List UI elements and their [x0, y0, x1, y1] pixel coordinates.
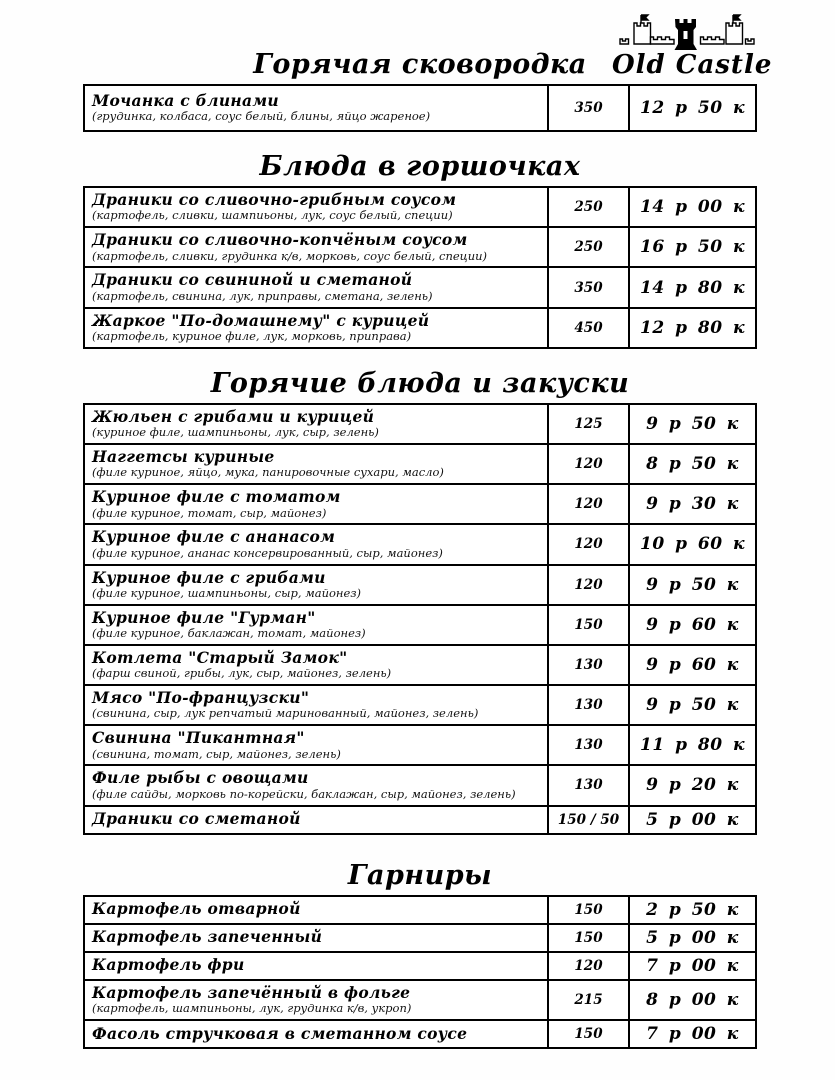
dish-weight: 450: [547, 309, 628, 347]
dish-ingredients: (грудинка, колбаса, соус белый, блины, яйцо жареное): [92, 109, 431, 124]
dish-price: 16 р 50 к: [628, 228, 755, 266]
dish-name: Куриное филе с томатом: [92, 487, 341, 507]
dish-weight: 120: [547, 953, 628, 979]
dish-ingredients: (свинина, томат, сыр, майонез, зелень): [92, 746, 341, 761]
dish-name: Драники со сметаной: [92, 809, 301, 829]
dish-ingredients: (фарш свиной, грибы, лук, сыр, майонез, зелень): [92, 666, 392, 681]
dish-cell: [85, 606, 547, 644]
menu-section: [83, 860, 757, 1049]
menu-table: [83, 84, 757, 132]
section-title: Горячая сковородка: [253, 49, 587, 80]
dish-weight: 130: [547, 766, 628, 804]
menu-section: [83, 368, 757, 835]
dish-weight: 350: [547, 86, 628, 130]
dish-price: 9 р 50 к: [628, 405, 755, 443]
dish-ingredients: (филе сайды, морковь по-корейски, баклажан, сыр, майонез, зелень): [92, 786, 516, 801]
dish-weight: 150: [547, 897, 628, 923]
menu-item-row: [85, 1019, 755, 1047]
menu-item-row: [85, 923, 755, 951]
dish-ingredients: (картофель, сливки, шампиьоны, лук, соус белый, специи): [92, 208, 453, 223]
dish-weight: 250: [547, 228, 628, 266]
dish-cell: [85, 807, 547, 833]
menu-section: [83, 151, 757, 349]
dish-weight: 150: [547, 606, 628, 644]
dish-ingredients: (картофель, сливки, грудинка к/в, морковь, соус белый, специи): [92, 248, 488, 263]
dish-cell: [85, 766, 547, 804]
dish-price: 12 р 50 к: [628, 86, 755, 130]
menu-item-row: [85, 523, 755, 563]
menu-item-row: [85, 483, 755, 523]
menu-item-row: [85, 405, 755, 443]
dish-cell: [85, 485, 547, 523]
dish-ingredients: (свинина, сыр, лук репчатый маринованный, майонез, зелень): [92, 706, 479, 721]
dish-price: 10 р 60 к: [628, 525, 755, 563]
menu-item-row: [85, 764, 755, 804]
dish-ingredients: (картофель, шампиньоны, лук, грудинка к/в, укроп): [92, 1000, 412, 1015]
dish-price: 12 р 80 к: [628, 309, 755, 347]
dish-weight: 250: [547, 188, 628, 226]
dish-name: Картофель отварной: [92, 899, 301, 919]
dish-cell: [85, 268, 547, 306]
dish-name: Картофель запеченный: [92, 927, 323, 947]
dish-ingredients: (картофель, куриное филе, лук, морковь, приправа): [92, 328, 412, 343]
logo-title: Old Castle: [612, 50, 773, 80]
dish-weight: 120: [547, 485, 628, 523]
dish-weight: 125: [547, 405, 628, 443]
section-title: Блюда в горшочках: [259, 151, 581, 183]
menu-item-row: [85, 226, 755, 266]
menu-table: [83, 895, 757, 1049]
menu-item-row: [85, 188, 755, 226]
dish-cell: [85, 86, 547, 130]
dish-name: Картофель фри: [92, 955, 245, 975]
dish-cell: [85, 405, 547, 443]
dish-name: Жаркое "По-домашнему" с курицей: [92, 310, 430, 330]
menu-item-row: [85, 979, 755, 1019]
dish-weight: 130: [547, 646, 628, 684]
menu-item-row: [85, 443, 755, 483]
dish-cell: [85, 228, 547, 266]
dish-cell: [85, 897, 547, 923]
dish-name: Драники со сливочно-копчёным соусом: [92, 230, 468, 250]
dish-price: 8 р 00 к: [628, 981, 755, 1019]
dish-name: Фасоль стручковая в сметанном соусе: [92, 1023, 468, 1043]
dish-price: 11 р 80 к: [628, 726, 755, 764]
dish-cell: [85, 525, 547, 563]
dish-name: Наггетсы куриные: [92, 447, 275, 466]
dish-ingredients: (картофель, свинина, лук, приправы, сметана, зелень): [92, 288, 433, 303]
dish-weight: 150: [547, 925, 628, 951]
dish-name: Котлета "Старый Замок": [92, 647, 348, 667]
dish-ingredients: (филе куриное, яйцо, мука, панировочные сухари, масло): [92, 465, 444, 480]
dish-ingredients: (филе куриное, шампиньоны, сыр, майонез): [92, 585, 362, 600]
dish-cell: [85, 309, 547, 347]
menu-item-row: [85, 684, 755, 724]
dish-ingredients: (филе куриное, баклажан, томат, майонез): [92, 626, 366, 641]
menu-item-row: [85, 897, 755, 923]
dish-price: 9 р 30 к: [628, 485, 755, 523]
dish-price: 14 р 80 к: [628, 268, 755, 306]
dish-price: 9 р 50 к: [628, 566, 755, 604]
dish-weight: 130: [547, 686, 628, 724]
dish-cell: [85, 646, 547, 684]
dish-name: Филе рыбы с овощами: [92, 768, 309, 788]
section-title: Гарниры: [347, 859, 493, 891]
dish-name: Драники со свининой и сметаной: [92, 270, 413, 290]
dish-price: 7 р 00 к: [628, 953, 755, 979]
dish-price: 8 р 50 к: [628, 445, 755, 483]
dish-weight: 120: [547, 445, 628, 483]
menu-item-row: [85, 644, 755, 684]
dish-price: 9 р 60 к: [628, 646, 755, 684]
dish-name: Картофель запечённый в фольге: [92, 982, 411, 1002]
menu-item-row: [85, 604, 755, 644]
menu-item-row: [85, 564, 755, 604]
menu-item-row: [85, 266, 755, 306]
menu-item-row: [85, 951, 755, 979]
dish-name: Куриное филе с грибами: [92, 567, 326, 587]
dish-name: Мочанка с блинами: [92, 90, 279, 110]
dish-price: 9 р 60 к: [628, 606, 755, 644]
dish-price: 14 р 00 к: [628, 188, 755, 226]
dish-price: 9 р 50 к: [628, 686, 755, 724]
menu-sections: [83, 0, 757, 1049]
dish-cell: [85, 953, 547, 979]
dish-weight: 120: [547, 525, 628, 563]
menu-section: [83, 49, 757, 132]
dish-price: 7 р 00 к: [628, 1021, 755, 1047]
dish-price: 2 р 50 к: [628, 897, 755, 923]
dish-weight: 150 / 50: [547, 807, 628, 833]
dish-ingredients: (филе куриное, ананас консервированный, сыр, майонез): [92, 545, 443, 560]
dish-cell: [85, 686, 547, 724]
dish-name: Куриное филе с ананасом: [92, 527, 336, 547]
menu-item-row: [85, 86, 755, 130]
menu-table: [83, 403, 757, 835]
dish-cell: [85, 566, 547, 604]
dish-weight: 215: [547, 981, 628, 1019]
dish-weight: 120: [547, 566, 628, 604]
dish-cell: [85, 726, 547, 764]
dish-name: Мясо "По-французски": [92, 688, 310, 708]
menu-item-row: [85, 307, 755, 347]
dish-cell: [85, 188, 547, 226]
dish-cell: [85, 925, 547, 951]
dish-name: Свинина "Пикантная": [92, 728, 305, 748]
menu-item-row: [85, 724, 755, 764]
dish-weight: 350: [547, 268, 628, 306]
menu-item-row: [85, 805, 755, 833]
section-title: Горячие блюда и закуски: [210, 367, 630, 399]
dish-name: Жюльен с грибами и курицей: [92, 406, 375, 426]
dish-name: Драники со сливочно-грибным соусом: [92, 190, 457, 210]
dish-cell: [85, 445, 547, 483]
dish-cell: [85, 1021, 547, 1047]
dish-name: Куриное филе "Гурман": [92, 607, 316, 627]
menu-table: [83, 186, 757, 349]
dish-price: 5 р 00 к: [628, 925, 755, 951]
dish-cell: [85, 981, 547, 1019]
dish-price: 9 р 20 к: [628, 766, 755, 804]
dish-ingredients: (филе куриное, томат, сыр, майонез): [92, 505, 327, 520]
dish-weight: 130: [547, 726, 628, 764]
dish-weight: 150: [547, 1021, 628, 1047]
dish-ingredients: (куриное филе, шампиньоны, лук, сыр, зелень): [92, 425, 379, 440]
dish-price: 5 р 00 к: [628, 807, 755, 833]
